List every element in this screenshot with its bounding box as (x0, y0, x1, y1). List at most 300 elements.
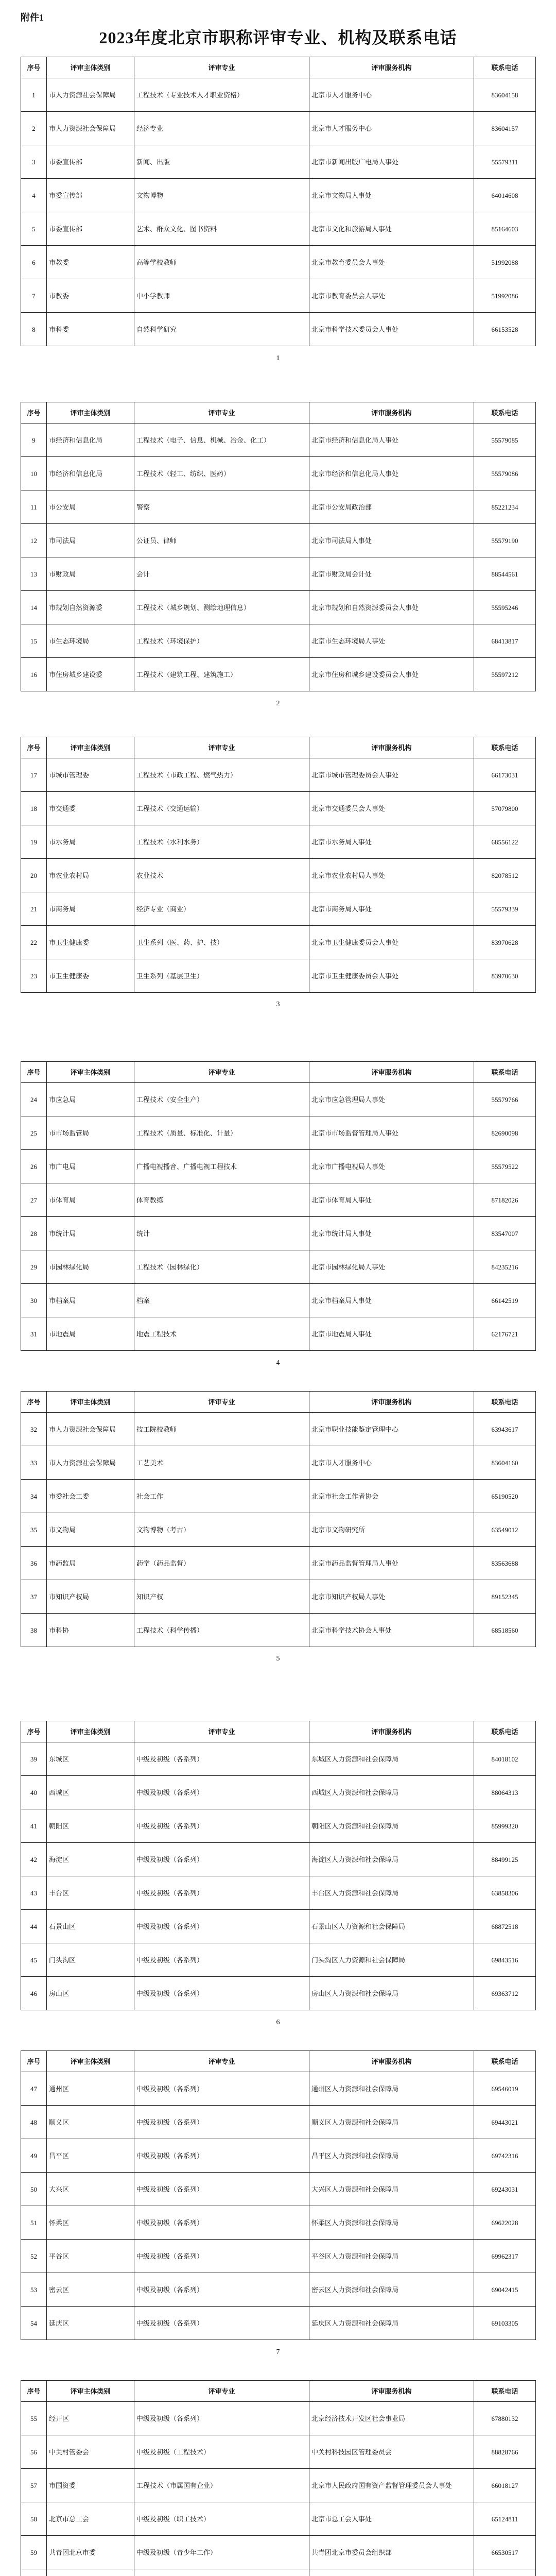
phone-cell: 66018127 (474, 2469, 536, 2502)
agency-cell: 北京市教育委员会人事处 (309, 246, 474, 279)
agency-cell: 西城区人力资源和社会保障局 (309, 1776, 474, 1809)
phone-cell: 51992088 (474, 246, 536, 279)
contacts-table (21, 1061, 536, 1351)
column-header: 评审服务机构 (309, 2381, 474, 2402)
agency-cell: 海淀区人力资源和社会保障局 (309, 1843, 474, 1876)
phone-cell: 69742316 (474, 2139, 536, 2173)
agency-cell: 北京市规划和自然资源委员会人事处 (309, 591, 474, 624)
column-header: 序号 (21, 2051, 47, 2072)
phone-cell: 65190520 (474, 1480, 536, 1513)
column-header: 评审服务机构 (309, 1721, 474, 1742)
row-index: 35 (21, 1513, 47, 1547)
phone-cell: 88499125 (474, 1843, 536, 1876)
category-cell: 昌平区 (47, 2139, 134, 2173)
phone-cell: 83563688 (474, 1547, 536, 1580)
row-index: 39 (21, 1742, 47, 1776)
table-row (21, 2106, 536, 2139)
table-row (21, 1413, 536, 1446)
agency-cell: 北京市人才服务中心 (309, 78, 474, 112)
agency-cell: 北京市住房和城乡建设委员会人事处 (309, 658, 474, 691)
column-header: 联系电话 (474, 737, 536, 758)
table-row (21, 1446, 536, 1480)
specialty-cell: 中级及初级（各系列） (134, 1776, 309, 1809)
specialty-cell: 中级及初级（各系列） (134, 2106, 309, 2139)
agency-cell: 密云区人力资源和社会保障局 (309, 2273, 474, 2307)
row-index: 50 (21, 2173, 47, 2206)
phone-cell: 55579085 (474, 423, 536, 457)
row-index: 34 (21, 1480, 47, 1513)
category-cell: 市人力资源社会保障局 (47, 1446, 134, 1480)
row-index: 33 (21, 1446, 47, 1480)
table-header-row (21, 1062, 536, 1083)
agency-cell: 怀柔区人力资源和社会保障局 (309, 2206, 474, 2240)
agency-cell: 平谷区人力资源和社会保障局 (309, 2240, 474, 2273)
column-header: 序号 (21, 1392, 47, 1413)
category-cell: 市科协 (47, 1614, 134, 1647)
specialty-cell: 中级及初级（各系列） (134, 1910, 309, 1943)
specialty-cell: 广播电视播音、广播电视工程技术 (134, 1150, 309, 1183)
row-index: 30 (21, 1284, 47, 1317)
table-header-row (21, 2381, 536, 2402)
category-cell: 平谷区 (47, 2240, 134, 2273)
specialty-cell: 工程技术（电子、信息、机械、冶金、化工） (134, 423, 309, 457)
category-cell: 顺义区 (47, 2106, 134, 2139)
phone-cell: 68413817 (474, 624, 536, 658)
phone-cell: 88828766 (474, 2435, 536, 2469)
table-row (21, 1480, 536, 1513)
category-cell: 市经济和信息化局 (47, 457, 134, 490)
row-index: 45 (21, 1943, 47, 1977)
column-header: 评审专业 (134, 1721, 309, 1742)
row-index: 58 (21, 2502, 47, 2536)
agency-cell: 石景山区人力资源和社会保障局 (309, 1910, 474, 1943)
specialty-cell: 工程技术（建筑工程、建筑施工） (134, 658, 309, 691)
column-header: 序号 (21, 2381, 47, 2402)
phone-cell: 66153528 (474, 313, 536, 346)
phone-cell: 55579766 (474, 1083, 536, 1116)
row-index: 51 (21, 2206, 47, 2240)
category-cell: 市地震局 (47, 1317, 134, 1351)
specialty-cell: 技工院校教师 (134, 1413, 309, 1446)
table-row (21, 524, 536, 557)
table-row (21, 624, 536, 658)
agency-cell: 中关村科技园区管理委员会 (309, 2435, 474, 2469)
category-cell: 市园林绿化局 (47, 1250, 134, 1284)
column-header: 联系电话 (474, 1721, 536, 1742)
row-index: 23 (21, 959, 47, 993)
table-page (21, 402, 535, 707)
row-index: 22 (21, 926, 47, 959)
table-row (21, 591, 536, 624)
agency-cell: 北京市卫生健康委员会人事处 (309, 959, 474, 993)
agency-cell: 北京市文物研究所 (309, 1513, 474, 1547)
specialty-cell: 公证员、律师 (134, 524, 309, 557)
specialty-cell: 中级及初级（各系列） (134, 1943, 309, 1977)
category-cell: 中关村管委会 (47, 2435, 134, 2469)
category-cell: 市人力资源社会保障局 (47, 112, 134, 145)
agency-cell: 北京市农业农村局人事处 (309, 859, 474, 892)
phone-cell: 69243031 (474, 2173, 536, 2206)
table-row (21, 1250, 536, 1284)
phone-cell: 89152345 (474, 1580, 536, 1614)
row-index: 7 (21, 279, 47, 313)
category-cell: 市统计局 (47, 1217, 134, 1250)
agency-cell: 北京市文物局人事处 (309, 179, 474, 212)
category-cell: 市卫生健康委 (47, 959, 134, 993)
table-row (21, 1083, 536, 1116)
table-header-row (21, 1721, 536, 1742)
table-row (21, 490, 536, 524)
phone-cell: 67880132 (474, 2402, 536, 2435)
row-index: 29 (21, 1250, 47, 1284)
specialty-cell: 新闻、出版 (134, 145, 309, 179)
table-page (21, 737, 535, 1008)
phone-cell: 69443021 (474, 2106, 536, 2139)
category-cell: 市人力资源社会保障局 (47, 78, 134, 112)
table-row (21, 212, 536, 246)
agency-cell: 北京市经济和信息化局人事处 (309, 457, 474, 490)
table-row (21, 1284, 536, 1317)
table-row (21, 2173, 536, 2206)
row-index: 17 (21, 758, 47, 792)
specialty-cell: 文物博物（考古） (134, 1513, 309, 1547)
row-index: 40 (21, 1776, 47, 1809)
row-index: 38 (21, 1614, 47, 1647)
specialty-cell: 中级及初级（各系列） (134, 2206, 309, 2240)
row-index: 15 (21, 624, 47, 658)
row-index: 25 (21, 1116, 47, 1150)
agency-cell: 通州区人力资源和社会保障局 (309, 2072, 474, 2106)
phone-cell: 69042415 (474, 2273, 536, 2307)
specialty-cell: 体育教练 (134, 1183, 309, 1217)
agency-cell: 北京市司法局人事处 (309, 524, 474, 557)
document-title: 2023年度北京市职称评审专业、机构及联系电话 (99, 28, 457, 47)
phone-cell: 64014608 (474, 179, 536, 212)
column-header: 评审服务机构 (309, 1392, 474, 1413)
agency-cell: 北京市社会工作者协会 (309, 1480, 474, 1513)
contacts-table (21, 402, 536, 691)
specialty-cell: 中级及初级（职工技术） (134, 2502, 309, 2536)
column-header: 联系电话 (474, 57, 536, 78)
specialty-cell: 中级及初级（各系列） (134, 2307, 309, 2340)
table-row (21, 2307, 536, 2340)
contacts-table (21, 1721, 536, 2010)
specialty-cell: 知识产权 (134, 1580, 309, 1614)
table-row (21, 2502, 536, 2536)
row-index: 1 (21, 78, 47, 112)
row-index: 5 (21, 212, 47, 246)
row-index: 11 (21, 490, 47, 524)
table-row (21, 1977, 536, 2010)
agency-cell: 北京市地震局人事处 (309, 1317, 474, 1351)
category-cell: 市药监局 (47, 1547, 134, 1580)
agency-cell: 北京市知识产权局人事处 (309, 1580, 474, 1614)
row-index: 2 (21, 112, 47, 145)
specialty-cell: 中级及初级（各系列） (134, 1876, 309, 1910)
category-cell: 市市场监管局 (47, 1116, 134, 1150)
table-row (21, 1580, 536, 1614)
column-header: 评审服务机构 (309, 1062, 474, 1083)
column-header: 评审主体类别 (47, 1721, 134, 1742)
specialty-cell: 中级及初级（各系列） (134, 2402, 309, 2435)
table-row (21, 792, 536, 825)
column-header: 序号 (21, 737, 47, 758)
page-number: 3 (276, 1001, 280, 1008)
specialty-cell: 统计 (134, 1217, 309, 1250)
column-header: 评审主体类别 (47, 2381, 134, 2402)
agency-cell: 北京市体育局人事处 (309, 1183, 474, 1217)
agency-cell: 北京市总工会人事处 (309, 2502, 474, 2536)
table-row (21, 926, 536, 959)
table-row (21, 457, 536, 490)
phone-cell: 65124811 (474, 2502, 536, 2536)
row-index: 28 (21, 1217, 47, 1250)
column-header: 评审专业 (134, 737, 309, 758)
table-row (21, 1943, 536, 1977)
row-index: 16 (21, 658, 47, 691)
table-row (21, 1843, 536, 1876)
table-row (21, 2536, 536, 2569)
category-cell: 市规划自然资源委 (47, 591, 134, 624)
category-cell: 市城市管理委 (47, 758, 134, 792)
row-index: 9 (21, 423, 47, 457)
agency-cell: 北京市职业技能鉴定管理中心 (309, 1413, 474, 1446)
specialty-cell: 中级及初级（各系列） (134, 2273, 309, 2307)
phone-cell: 83604157 (474, 112, 536, 145)
phone-cell: 63943617 (474, 1413, 536, 1446)
agency-cell: 昌平区人力资源和社会保障局 (309, 2139, 474, 2173)
specialty-cell: 自然科学研究 (134, 313, 309, 346)
agency-cell: 北京市人民政府国有资产监督管理委员会人事处 (309, 2469, 474, 2502)
table-row (21, 1547, 536, 1580)
phone-cell: 55579190 (474, 524, 536, 557)
category-cell: 市教委 (47, 279, 134, 313)
contacts-table (21, 1391, 536, 1647)
table-page (21, 1721, 535, 2026)
phone-cell: 69622028 (474, 2206, 536, 2240)
specialty-cell: 农业技术 (134, 859, 309, 892)
column-header: 序号 (21, 402, 47, 423)
category-cell: 市住房城乡建设委 (47, 658, 134, 691)
page-number: 1 (276, 354, 280, 362)
phone-cell: 82690098 (474, 1116, 536, 1150)
page-number: 2 (276, 700, 280, 707)
column-header: 联系电话 (474, 2381, 536, 2402)
agency-cell: 北京市园林绿化局人事处 (309, 1250, 474, 1284)
specialty-cell: 中级及初级（工程技术） (134, 2435, 309, 2469)
row-index: 56 (21, 2435, 47, 2469)
phone-cell: 57079800 (474, 792, 536, 825)
agency-cell: 北京市文化和旅游局人事处 (309, 212, 474, 246)
specialty-cell: 工程技术（城乡规划、测绘地理信息） (134, 591, 309, 624)
row-index: 36 (21, 1547, 47, 1580)
agency-cell: 北京市科学技术委员会人事处 (309, 313, 474, 346)
category-cell: 市科委 (47, 313, 134, 346)
phone-cell: 69962317 (474, 2240, 536, 2273)
row-index: 8 (21, 313, 47, 346)
table-row (21, 2240, 536, 2273)
row-index (21, 2569, 47, 2576)
row-index: 37 (21, 1580, 47, 1614)
column-header: 评审专业 (134, 1392, 309, 1413)
row-index: 55 (21, 2402, 47, 2435)
row-index: 13 (21, 557, 47, 591)
agency-cell: 北京市城市管理委员会人事处 (309, 758, 474, 792)
specialty-cell: 社会工作 (134, 1480, 309, 1513)
phone-cell: 85221234 (474, 490, 536, 524)
specialty-cell: 高等学校教师 (134, 246, 309, 279)
table-page (21, 57, 535, 362)
category-cell: 市教委 (47, 246, 134, 279)
agency-cell: 北京市卫生健康委员会人事处 (309, 926, 474, 959)
phone-cell: 66530517 (474, 2536, 536, 2569)
table-row (21, 2402, 536, 2435)
table-row (21, 658, 536, 691)
row-index: 48 (21, 2106, 47, 2139)
row-index: 10 (21, 457, 47, 490)
table-row (21, 179, 536, 212)
category-cell: 市经济和信息化局 (47, 423, 134, 457)
category-cell: 市交通委 (47, 792, 134, 825)
table-header-row (21, 2051, 536, 2072)
category-cell: 东城区 (47, 1742, 134, 1776)
category-cell: 房山区 (47, 1977, 134, 2010)
annex-label: 附件1 (21, 12, 44, 23)
table-row (21, 112, 536, 145)
column-header: 评审专业 (134, 402, 309, 423)
agency-cell: 朝阳区人力资源和社会保障局 (309, 1809, 474, 1843)
phone-cell: 55579339 (474, 892, 536, 926)
agency-cell: 北京市统计局人事处 (309, 1217, 474, 1250)
phone-cell: 63549012 (474, 1513, 536, 1547)
agency-cell: 房山区人力资源和社会保障局 (309, 1977, 474, 2010)
row-index: 42 (21, 1843, 47, 1876)
table-header-row (21, 402, 536, 423)
specialty-cell (134, 2569, 309, 2576)
specialty-cell: 文物博物 (134, 179, 309, 212)
row-index: 57 (21, 2469, 47, 2502)
phone-cell: 85164603 (474, 212, 536, 246)
specialty-cell: 工程技术（市属国有企业） (134, 2469, 309, 2502)
agency-cell: 北京市应急管理局人事处 (309, 1083, 474, 1116)
agency-cell: 北京市交通委员会人事处 (309, 792, 474, 825)
category-cell: 共青团北京市委 (47, 2536, 134, 2569)
column-header: 评审主体类别 (47, 737, 134, 758)
agency-cell: 北京市人才服务中心 (309, 1446, 474, 1480)
specialty-cell: 中级及初级（各系列） (134, 2072, 309, 2106)
agency-cell: 北京市经济和信息化局人事处 (309, 423, 474, 457)
table-row (21, 1776, 536, 1809)
column-header: 联系电话 (474, 1392, 536, 1413)
row-index: 26 (21, 1150, 47, 1183)
agency-cell: 延庆区人力资源和社会保障局 (309, 2307, 474, 2340)
category-cell: 市人力资源社会保障局 (47, 1413, 134, 1446)
category-cell: 市财政局 (47, 557, 134, 591)
phone-cell: 68518560 (474, 1614, 536, 1647)
phone-cell: 83970630 (474, 959, 536, 993)
specialty-cell: 工程技术（安全生产） (134, 1083, 309, 1116)
row-index: 20 (21, 859, 47, 892)
category-cell: 市国资委 (47, 2469, 134, 2502)
agency-cell: 北京市人才服务中心 (309, 112, 474, 145)
agency-cell: 北京市广播电视局人事处 (309, 1150, 474, 1183)
contacts-table (21, 737, 536, 993)
category-cell: 市农业农村局 (47, 859, 134, 892)
column-header: 评审专业 (134, 2051, 309, 2072)
specialty-cell: 工程技术（轻工、纺织、医药） (134, 457, 309, 490)
specialty-cell: 经济专业（商业） (134, 892, 309, 926)
category-cell: 丰台区 (47, 1876, 134, 1910)
category-cell: 门头沟区 (47, 1943, 134, 1977)
phone-cell: 83604158 (474, 78, 536, 112)
phone-cell: 83547007 (474, 1217, 536, 1250)
agency-cell: 北京市药品监督管理局人事处 (309, 1547, 474, 1580)
table-row (21, 1217, 536, 1250)
table-row (21, 1614, 536, 1647)
phone-cell: 82078512 (474, 859, 536, 892)
phone-cell: 88064313 (474, 1776, 536, 1809)
column-header: 评审专业 (134, 2381, 309, 2402)
table-row (21, 2273, 536, 2307)
agency-cell: 北京市科学技术协会人事处 (309, 1614, 474, 1647)
column-header: 联系电话 (474, 1062, 536, 1083)
column-header: 序号 (21, 1062, 47, 1083)
row-index: 4 (21, 179, 47, 212)
row-index: 18 (21, 792, 47, 825)
table-row (21, 78, 536, 112)
category-cell (47, 2569, 134, 2576)
phone-cell: 85999320 (474, 1809, 536, 1843)
column-header: 评审主体类别 (47, 1062, 134, 1083)
agency-cell: 北京市档案局人事处 (309, 1284, 474, 1317)
column-header: 评审专业 (134, 1062, 309, 1083)
specialty-cell: 卫生系列（基层卫生） (134, 959, 309, 993)
row-index: 27 (21, 1183, 47, 1217)
category-cell: 延庆区 (47, 2307, 134, 2340)
table-page (21, 1391, 535, 1663)
specialty-cell: 工程技术（环境保护） (134, 624, 309, 658)
phone-cell: 68556122 (474, 825, 536, 859)
agency-cell: 北京经济技术开发区社会事业局 (309, 2402, 474, 2435)
category-cell: 市公安局 (47, 490, 134, 524)
category-cell: 市文物局 (47, 1513, 134, 1547)
phone-cell: 83604160 (474, 1446, 536, 1480)
agency-cell: 北京市新闻出版广电局人事处 (309, 145, 474, 179)
phone-cell: 69546019 (474, 2072, 536, 2106)
agency-cell: 丰台区人力资源和社会保障局 (309, 1876, 474, 1910)
category-cell: 海淀区 (47, 1843, 134, 1876)
category-cell: 市委宣传部 (47, 179, 134, 212)
row-index: 32 (21, 1413, 47, 1446)
agency-cell (309, 2569, 474, 2576)
phone-cell: 66173031 (474, 758, 536, 792)
specialty-cell: 警察 (134, 490, 309, 524)
phone-cell: 55595246 (474, 591, 536, 624)
category-cell: 市委宣传部 (47, 212, 134, 246)
phone-cell: 51992086 (474, 279, 536, 313)
column-header: 评审主体类别 (47, 2051, 134, 2072)
category-cell: 市档案局 (47, 1284, 134, 1317)
table-row (21, 1513, 536, 1547)
phone-cell: 69363712 (474, 1977, 536, 2010)
table-header-row (21, 737, 536, 758)
row-index: 59 (21, 2536, 47, 2569)
category-cell: 市卫生健康委 (47, 926, 134, 959)
specialty-cell: 工艺美术 (134, 1446, 309, 1480)
specialty-cell: 工程技术（专业技术人才职业资格） (134, 78, 309, 112)
agency-cell: 北京市生态环境局人事处 (309, 624, 474, 658)
category-cell: 市广电局 (47, 1150, 134, 1183)
